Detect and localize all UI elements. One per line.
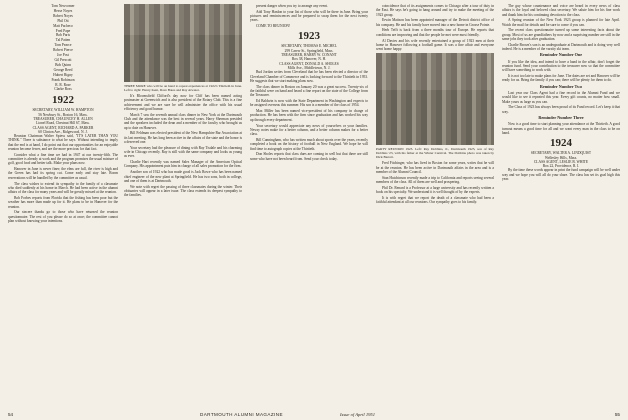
class-officers (8, 108, 118, 134)
paragraph: The guy whose countenance and voice are heard in every news of class affairs is the loyal and beloved class secretary. We salute him for his fine work and thank him for his continuing devotion to the class. (502, 4, 620, 17)
attendee-name: Joe Post (57, 53, 69, 58)
officer-line: SECRETARY, WILLIAM W. HAMPTON (32, 108, 94, 113)
attendee-name: Hubert Rigny (53, 72, 73, 77)
column-5 (502, 4, 620, 183)
paragraph: COME TO REUNION! (256, 24, 291, 29)
officer-line: SECRETARY, THOMAS E. MICHEL (281, 44, 337, 49)
paragraph: Al Davies and his wife recently entertained a group of 1923 men at their home in Hanover following a football game. It was a fine affair and everyone went home happy. (376, 38, 494, 52)
class-notes-text (502, 168, 620, 181)
officer-line: CLASS AGENT, LESLIE B. WHITE (533, 159, 589, 164)
paragraph: March 7 saw the seventh annual class dinner in New York at the Dartmouth Club and the attendance was the best in several years. Harry Sherman presided and the speakers included the dean and a member of the faculty who brought us up to date on Hanover. (124, 112, 242, 130)
paragraph: Charlie Hart recently was named Sales Manager of the American Optical Company. His appointment puts him in charge of all sales promotion for the firm. (124, 160, 242, 169)
section-heading: Reminder Number Two (539, 83, 583, 89)
paragraph: Bill Feldman was elected president of the New Hampshire Bar Association at its last meeting. He has long been active in the affairs of the state and the honor is a deserved one. (124, 131, 242, 144)
paragraph: Ed Baldwin is now with the State Department in Washington and expects to be assigned overseas this summer. His son is a member of the class of 1954. (250, 99, 368, 108)
paragraph: Bill Cunningham, who has written much about sports over the years, recently completed a book on the history of football in New England. We hope he will find time to autograph copies at the Thirtieth. (250, 137, 368, 151)
paragraph: Consider what a fine time we had in 1947 at our twenty-fifth. The committee is already at work and the program promises the usual mixture of golf, good food and better talk. Make your plans now. (8, 152, 118, 166)
class-notes-text (250, 4, 368, 28)
officer-line: Wellesley Hills, Mass. (544, 155, 578, 160)
paragraph: The class wishes to extend its sympathy to the family of a classmate who died suddenly at his home in March. He had been active in the alumni affairs of the class for many years and will be greatly missed at the reunion. (8, 181, 118, 195)
paragraph: By the time these words appear in print the fund campaign will be well under way and we hope you will all do your share. The class has set its goal high this year. (502, 168, 620, 181)
paragraph: Now is a good time to start planning your attendance at the Thirtieth. A good turnout means a good time for all and we want every man in the class to be on hand. (502, 122, 620, 135)
photo-caption: THREE MORE who will be on hand to repeat experiences at 1922's Thirtieth in June. Left to right: Henry Kent, Dave Bates and Ray Atwater. (124, 84, 242, 92)
photo-caption: PARTY REUNION 1923. Left: Ray Dobbins, Jr., Dartmouth 1923, son of Ray Dobbins '23, with his father at the Winter Carnival. The Dobbins photo was taken by Dick Barrett. (376, 147, 494, 160)
attendee-name: Bob Paris (55, 33, 71, 38)
column-3 (250, 4, 368, 162)
paragraph: Max Miller has been named vice-president of his company in charge of production. He has been with the firm since graduation and has worked his way up through every department. (250, 109, 368, 122)
paragraph: The Class of 1923 has always been proud of its Fund record. Let's keep it that way. (502, 105, 620, 114)
class-notes-text (502, 4, 620, 51)
paragraph: Another son of 1922 who has made good is Jack Rowe who has been named chief engineer of the new plant at Springfield. He has two sons, both in college, and one of them is at Dartmouth. (124, 170, 242, 183)
attendee-name: Matt Pacheco (53, 23, 73, 28)
section-heading: Reminder Number Three (538, 115, 584, 121)
paragraph: Bud Jordan writes from Cleveland that he has been elected a director of the Cleveland Chamber of Commerce and is looking forward to the Thirtieth in 1953. He suggests that we start making plans now. (250, 70, 368, 83)
page-number-left: 54 (8, 412, 14, 417)
issue-date: Issue of April 1951 (340, 412, 376, 417)
officer-line: TREASURER, HARRY W. CONANT (281, 53, 337, 58)
paragraph: Your secretary would appreciate any news of yourselves or your families. Newsy notes make for a better column, and a better column makes for a better class. (250, 123, 368, 137)
paragraph: Charlie Brown's son is an undergraduate at Dartmouth and is doing very well indeed. He is a member of the varsity ski team. (502, 42, 620, 52)
attendee-name: Robert Pierce (53, 48, 73, 53)
column-4 (376, 4, 494, 206)
officer-line: SECRETARY, WALTER A. LINDQUIST (530, 151, 592, 156)
officer-line: 299 Carew St., Springfield, Mass. (284, 48, 334, 53)
column-2 (124, 4, 242, 199)
paragraph: It's Bloomsfield Clifford's day now for Cliff has been named acting postmaster at Greenwich and is also president of the Rotary Club. This is a fine achievement and we are sure he will administer the office with his usual efficiency and good humor. (124, 94, 242, 111)
paragraph: Fred Fitchinger, who has lived in Boston for some years, writes that he will be at the reunion. He has been active in Dartmouth affairs in the area and is a member of the Alumni Council. (376, 161, 494, 175)
class-notes-text (8, 134, 118, 223)
attendee-name: Robert Noyes (53, 13, 73, 18)
class-notes-text (376, 4, 494, 51)
paragraph: It is with regret that we report the death of a classmate who had been a faithful attendant at all our reunions. Our sympathy goes to his family. (376, 196, 494, 205)
officer-line: TREASURER, CHAUNCEY H. ALLEN (33, 116, 93, 121)
class-notes-text (502, 60, 620, 83)
paragraph: Don Sholes reports that class dues are coming in well but that there are still some who have not been heard from. Send your check today. (250, 152, 368, 161)
section-heading: Reminder Number One (539, 52, 583, 58)
attendee-name: Gil Prescott (54, 57, 72, 62)
attendee-name: Hesse Noyes (53, 8, 73, 13)
photo-three-classmates (124, 4, 242, 82)
page-number-right: 55 (614, 412, 620, 417)
attendee-name: Tom Pearce (54, 43, 72, 48)
attendee-name: Tom Newcomer (51, 4, 75, 8)
officer-line: CLASS AGENT, DONALD A. SHOLES (279, 61, 339, 66)
attendee-name: Frank Robinson (51, 77, 75, 82)
attendee-name: George Reed (53, 67, 73, 72)
attendee-name: Clarke Ross (54, 87, 72, 92)
paragraph: Our sincere thanks go to those who have returned the reunion questionnaire. The rest of you please do so at once; the committee cannot plan without knowing your intentions. (8, 210, 118, 223)
attendee-name: Bob Quinn (55, 62, 71, 67)
paragraph: We note with regret the passing of three classmates during the winter. Their obituaries will appear in a later issue. The class extends its deepest sympathy to the families. (124, 184, 242, 198)
officer-line: 60 Clinton Ave., Ridgewood, N. J. (38, 129, 88, 134)
paragraph: Bob Forbes reports from Florida that the fishing has been poor but the weather has more than made up for it. He plans to be in Hanover for the reunion. (8, 195, 118, 209)
class-year-heading: 1923 (298, 30, 320, 43)
class-officers (502, 151, 620, 168)
officer-line: CLASS AGENT, RICHARD A. PARKER (32, 125, 94, 130)
attendee-name: Tal Patten (55, 38, 71, 43)
paragraph: If you like the idea, and intend to have a hand in the affair, don't forget the reunion fund. Send your contribution to the treasurer now so that the committee will have something to work with. (502, 59, 620, 73)
paragraph: Reunion Chairman Walter Spiess said, "IT'S LATER THAN YOU THINK." There is substance to what he says. Without intending to imply that the end is at hand, I do point out that our opportunities for an enjoyable reunion become fewer, and are the more precious for that fact. (8, 134, 118, 151)
photo-reunion-party (376, 53, 494, 145)
class-notes-text (376, 161, 494, 204)
class-notes-text (124, 94, 242, 198)
class-year-heading: 1924 (550, 137, 572, 150)
attendee-name: R. R. Rose (55, 82, 71, 87)
paragraph: present danger when you try to arrange any event. (256, 4, 328, 8)
paragraph: It is not too late to make plans for June. The dates are set and Hanover will be ready for us. Bring the family if you can; there will be plenty for them to do. (502, 74, 620, 83)
paragraph: Phil Dr. Renard is a Professor at a large university and has recently written a book on his specialty. We understand it is well thought of by the experts. (376, 185, 494, 195)
attendee-name: Phil Ott (57, 18, 69, 23)
class-year-heading: 1922 (52, 94, 74, 107)
paragraph: Add Tony Hanlon to your list of those who will be there in June. Bring your pictures and reminiscences and be prepared to swap them for the next twenty years. (250, 9, 368, 23)
class-notes-text (502, 91, 620, 114)
class-notes-text (250, 70, 368, 161)
paragraph: The recent class questionnaire turned up some interesting facts about the group. Most of us are grandfathers by now and a surprising number are still in the same jobs they took after graduation. (502, 28, 620, 42)
paragraph: Hanover in June is never finer; the elms are full, the river is high and the Green has had its spring cut. Come early and stay late. Room reservations will be handled by the committee as usual. (8, 167, 118, 180)
column-1 (8, 4, 118, 225)
paragraph: Last year our Class Agent had a fine record in the Alumni Fund and we would like to see it repeated this year. Every gift counts, no matter how small. Make yours as large as you can. (502, 91, 620, 104)
paragraph: Your secretary had the pleasure of dining with Ray Tisdale and his charming wife in Chicago recently. Ray is still with the same company and looks as young as ever. (124, 145, 242, 159)
officer-line: Box 38, Hanover, N. H. (291, 57, 327, 62)
officer-line: Mills Ave., Middletown, N. J. (287, 65, 331, 70)
paragraph: Erwin Mattson has been appointed manager of the Detroit district office of his company. He and his family have moved into a new home in Grosse Pointe. (376, 18, 494, 27)
paragraph: coincidence that of its assignments comes to Chicago after a tour of duty in the East. He says he's going to hang around and try to make the meeting of the 1923 group. (376, 4, 494, 17)
paragraph: Herb Tefft is back from a three months tour of Europe. He reports that conditions are improving and that the people he met were most friendly. (376, 28, 494, 37)
attendee-name: Fred Pape (55, 28, 71, 33)
officer-line: Lionel Road, Chestnut Hill 67, Mass. (36, 121, 90, 126)
officer-line: Box 22, Providence, R. I. (542, 164, 580, 169)
paragraph: Stan Hutchinson recently made a trip to California and reports seeing several members of the class. All of them are well and prospering. (376, 175, 494, 185)
magazine-title: DARTMOUTH ALUMNI MAGAZINE (200, 412, 283, 417)
paragraph: A Spring reunion of the New York 1923 group is planned for late April. Watch the mail for details and be sure to come if you can. (502, 18, 620, 27)
officer-line: 56 Newbury St., Boston 16, Mass. (38, 112, 88, 117)
class-officers (250, 44, 368, 70)
class-notes-text (502, 122, 620, 135)
paragraph: The class dinner in Boston on January 20 was a great success. Twenty-six of the faithful were on hand and heard a fine report on the state of the College from the Treasurer. (250, 84, 368, 98)
attendee-name-list (8, 4, 118, 92)
